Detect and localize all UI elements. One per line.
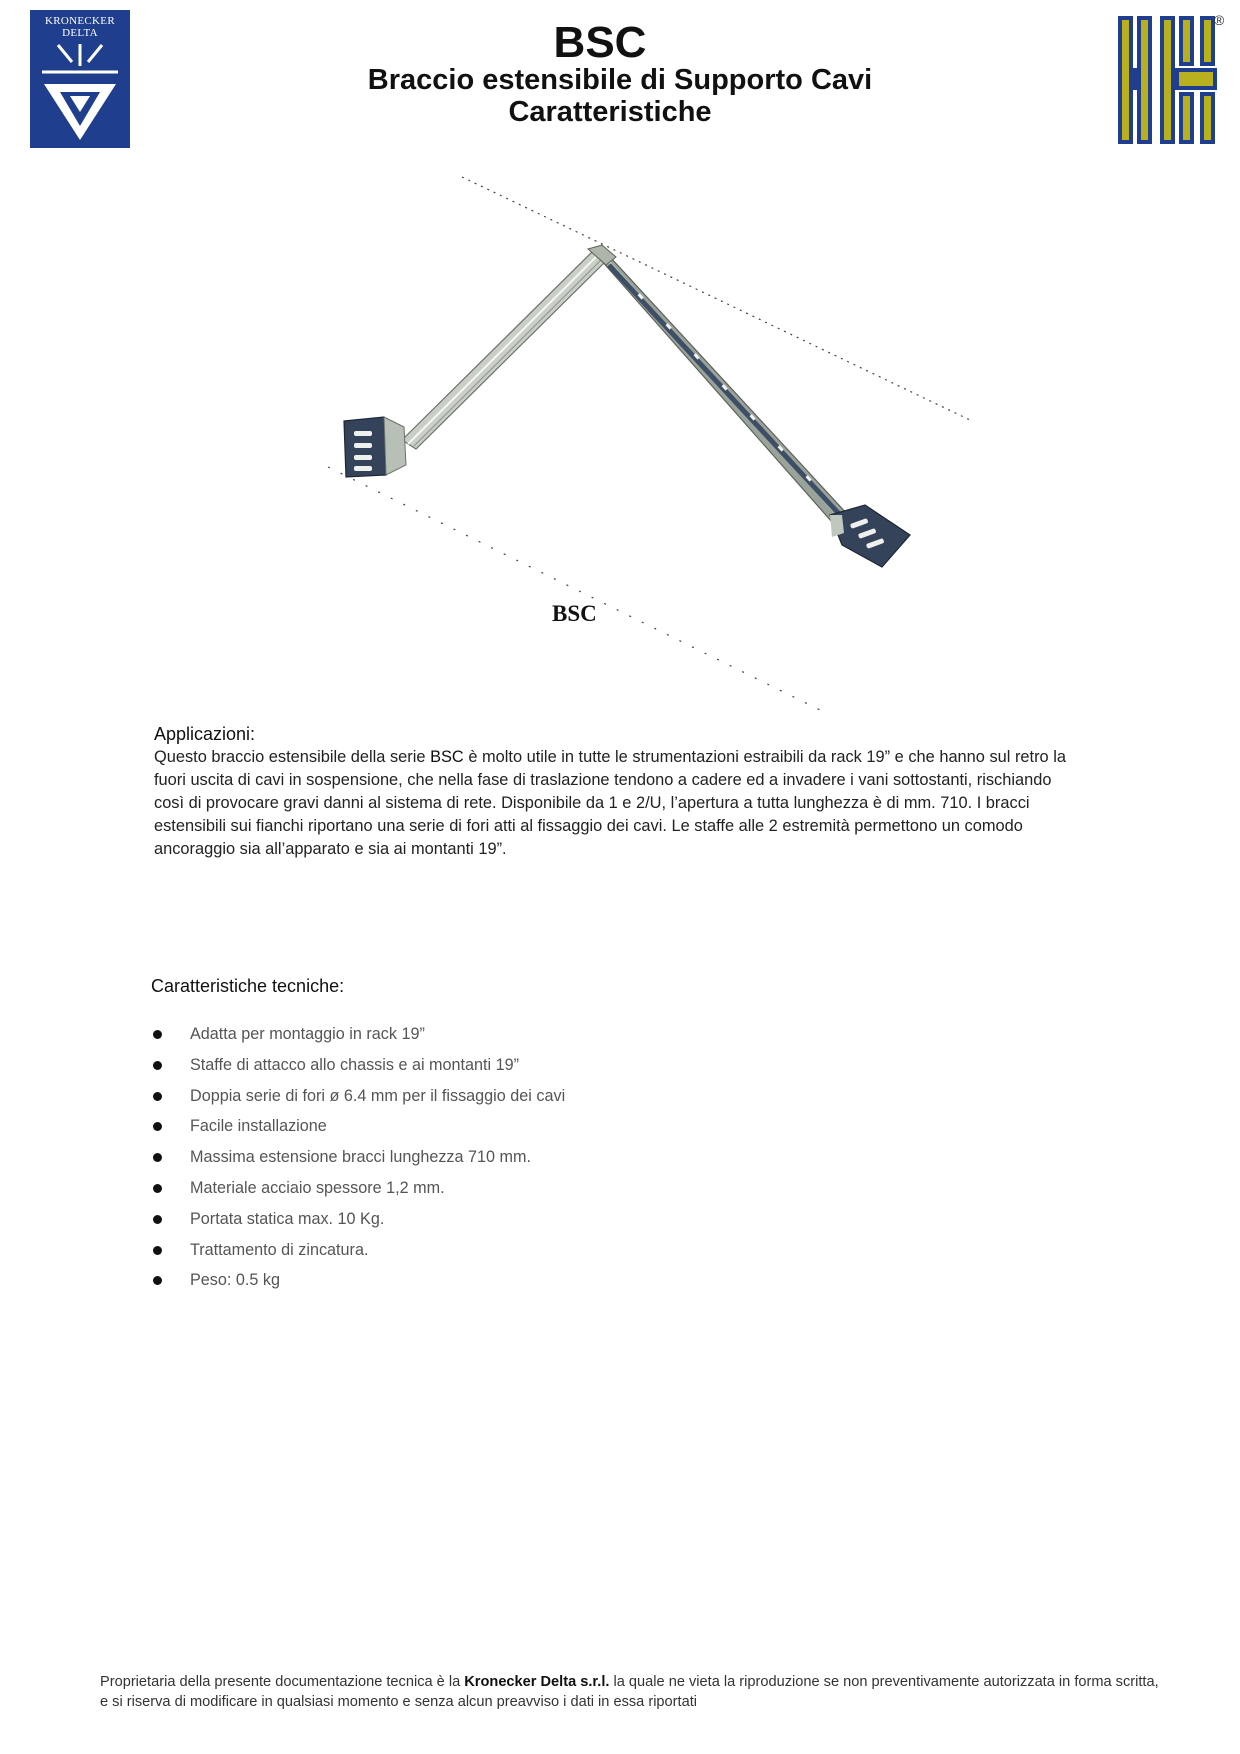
spec-text: Staffe di attacco allo chassis e ai montanti 19”	[190, 1055, 520, 1074]
bullet-icon	[153, 1276, 162, 1285]
delta-emblem-icon	[30, 10, 130, 148]
spec-item	[150, 1147, 850, 1178]
logo-brand-line1: KRONECKER	[45, 15, 115, 27]
spec-item	[150, 1178, 850, 1209]
product-caption: BSC	[552, 601, 597, 626]
applications-series-name: BSC	[430, 748, 464, 766]
applications-heading: Applicazioni:	[154, 724, 256, 744]
bullet-icon	[153, 1030, 162, 1039]
kronecker-delta-logo	[30, 10, 130, 148]
spec-text: Doppia serie di fori ø 6.4 mm per il fissaggio dei cavi	[190, 1086, 566, 1105]
bsc-bracket-illustration	[320, 165, 1000, 715]
bullet-icon	[153, 1061, 162, 1070]
spec-text: Massima estensione bracci lunghezza 710 mm.	[190, 1148, 531, 1167]
registered-mark: ®	[1214, 12, 1225, 28]
footer-disclaimer	[100, 1672, 1160, 1712]
bullet-icon	[153, 1092, 162, 1101]
spec-item	[150, 1024, 850, 1055]
page-title: BSC	[553, 18, 647, 67]
footer-prefix: Proprietaria della presente documentazione tecnica è la	[100, 1674, 465, 1690]
bullet-icon	[153, 1122, 162, 1131]
applications-text-rest: è molto utile in tutte le strumentazioni estraibili da rack 19” e che hanno sul retro la fuori uscita di cavi in sospensione, che nella fase di traslazione tendono a cadere ed a invadere i vani sottostanti, rischiando così di provocare gravi danni al sistema di rete. Disponibile da 1 e 2/U, l’apertura a tutta lunghezza è di mm. 710. I bracci estensibili sui fianchi riportano una serie di fori atti al fissaggio dei cavi. Le staffe alle 2 estremità permettono un comodo ancoraggio sia all’apparato e sia ai montanti 19”.	[154, 748, 1066, 858]
page-subtitle: Braccio estensibile di Supporto Cavi	[367, 64, 873, 96]
product-photo	[320, 165, 1000, 715]
hk-emblem-icon	[1116, 12, 1226, 148]
spec-item	[150, 1209, 850, 1240]
spec-text: Peso: 0.5 kg	[190, 1271, 280, 1290]
right-brand-logo	[1116, 12, 1226, 148]
logo-brand-line2: DELTA	[62, 27, 98, 39]
spec-item	[150, 1116, 850, 1147]
spec-item	[150, 1055, 850, 1086]
technical-heading: Caratteristiche tecniche:	[151, 976, 345, 996]
spec-text: Adatta per montaggio in rack 19”	[190, 1025, 425, 1043]
page-subtitle-section: Caratteristiche	[508, 96, 712, 128]
footer-suffix: la quale ne vieta la riproduzione se non preventivamente autorizzata in forma scritta, e si riserva di modificare in qualsiasi momento e senza alcun preavviso i dati in essa riportati	[100, 1674, 1159, 1710]
spec-text: Portata statica max. 10 Kg.	[190, 1209, 385, 1228]
spec-item	[150, 1240, 850, 1271]
bullet-icon	[153, 1184, 162, 1193]
spec-item	[150, 1270, 850, 1301]
footer-company: Kronecker Delta s.r.l.	[464, 1674, 610, 1690]
spec-text: Trattamento di zincatura.	[190, 1240, 369, 1259]
spec-text: Facile installazione	[190, 1117, 327, 1136]
bullet-icon	[153, 1246, 162, 1255]
applications-paragraph	[154, 746, 1084, 861]
spec-item	[150, 1086, 850, 1117]
applications-text-prefix: Questo braccio estensibile della serie	[154, 748, 431, 766]
bullet-icon	[153, 1215, 162, 1224]
bullet-icon	[153, 1153, 162, 1162]
spec-text: Materiale acciaio spessore 1,2 mm.	[190, 1178, 445, 1197]
technical-specs-list	[150, 1024, 850, 1301]
